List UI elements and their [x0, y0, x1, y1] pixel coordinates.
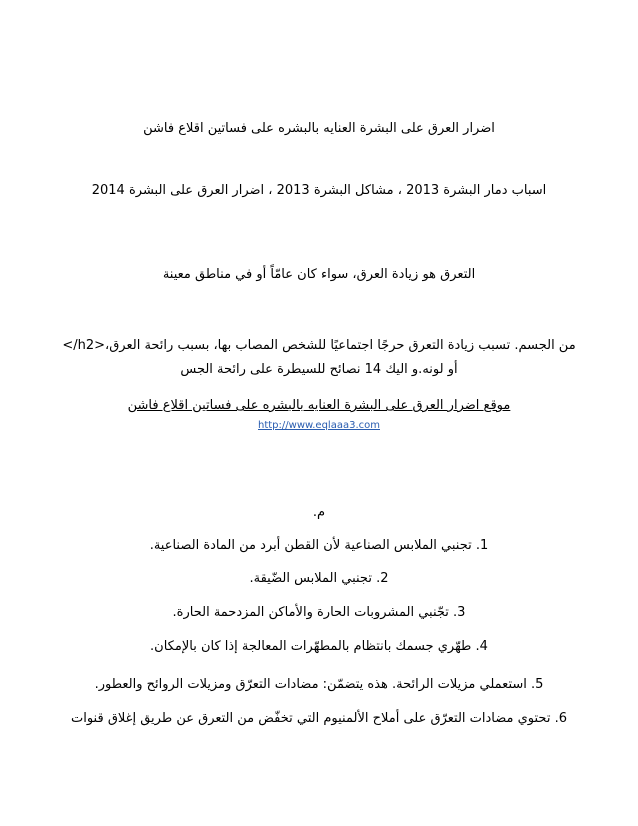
tip-6: 6. تحتوي مضادات التعرّق على أملاح الألمنيوم التي تخفّض من التعرق عن طريق إغلاق قنوات	[70, 711, 567, 726]
paragraph-line-2: أو لونه.و اليك 14 نصائح للسيطرة على رائحة الجس	[180, 362, 458, 377]
tip-2: 2. تجنبي الملابس الضّيقة.	[249, 571, 389, 586]
tip-5: 5. استعملي مزيلات الرائحة. هذه يتضمّن: مضادات التعرّق ومزيلات الروائح والعطور.	[94, 677, 544, 692]
document-subtitle: اسباب دمار البشرة 2013 ، مشاكل البشرة 2013 ، اضرار العرق على البشرة 2014	[91, 183, 547, 198]
site-url-link[interactable]: http://www.eqlaaa3.com	[258, 420, 380, 431]
site-url-container	[0, 416, 638, 435]
intro-text: التعرق هو زيادة العرق، سواء كان عامّاً أو في مناطق معينة	[162, 267, 476, 282]
tip-4: 4. طهّري جسمك بانتظام بالمطهّرات المعالجة إذا كان بالإمكان.	[150, 639, 488, 654]
site-line: موقع اضرار العرق على البشرة العنايه بالبشره على فساتين اقلاع فاشن	[127, 398, 511, 413]
lone-char: م.	[312, 505, 326, 520]
tip-1: 1. تجنبي الملابس الصناعية لأن القطن أبرد من المادة الصناعية.	[149, 538, 489, 553]
paragraph-line-1: من الجسم. تسبب زيادة التعرق حرجًا اجتماعيًا للشخص المصاب بها، بسبب رائحة العرق،<h2/>	[62, 338, 576, 353]
document-title: اضرار العرق على البشرة العنايه بالبشره على فساتين اقلاع فاشن	[143, 121, 495, 136]
tip-3: 3. تجّنبي المشروبات الحارة والأماكن المزدحمة الحارة.	[172, 605, 466, 620]
